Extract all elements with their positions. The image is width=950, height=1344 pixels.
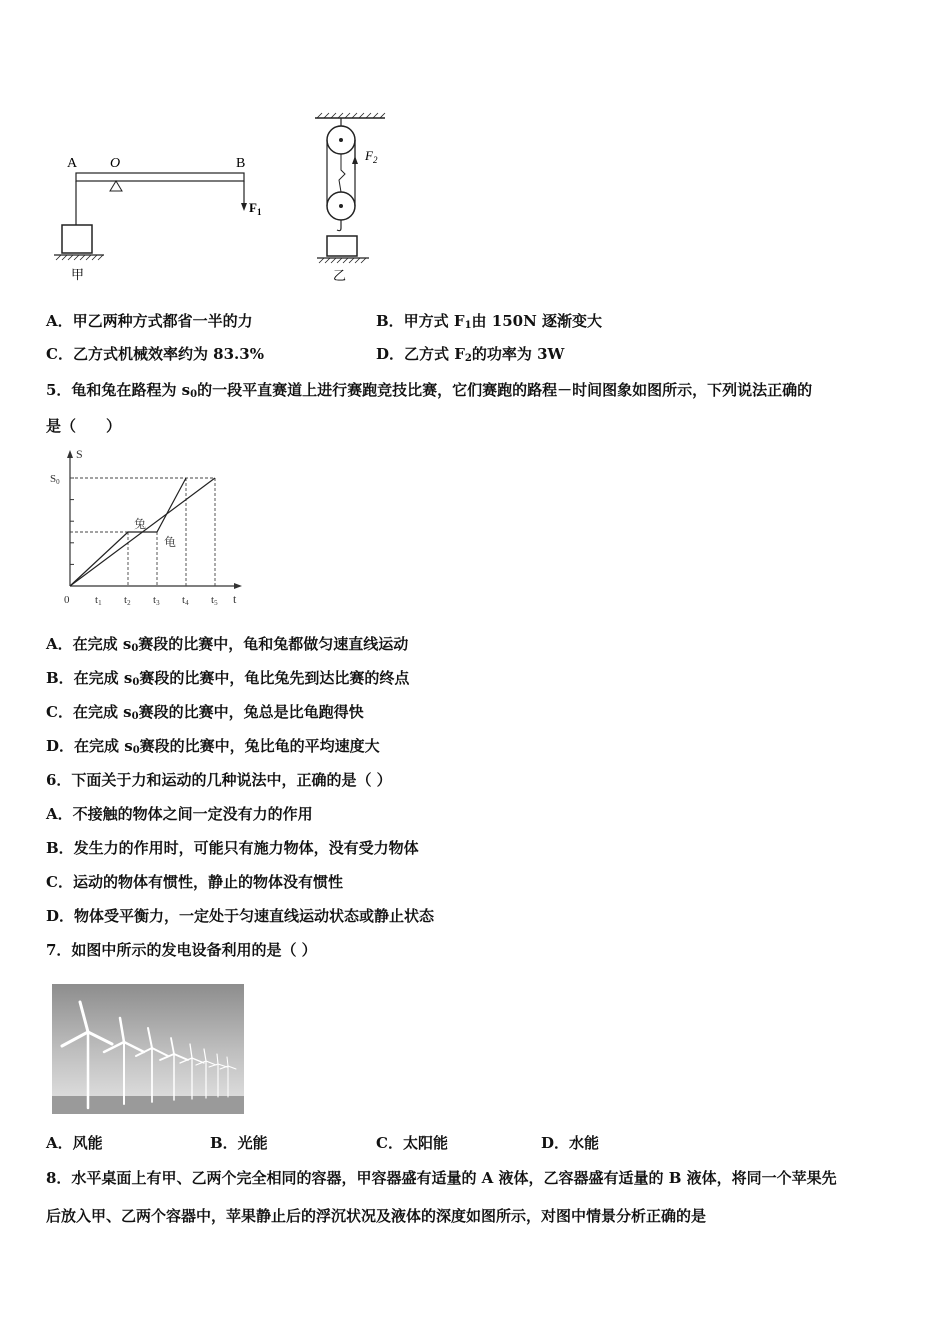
series-label-rabbit: 兔 [134,517,147,531]
x-tick-label: t3 [153,594,160,607]
y-axis-label: S [76,447,83,461]
q5-stem: 5．龟和兔在路程为 $s_0$的一段平直赛道上进行赛跑竞技比赛，它们赛跑的路程－时间图象如图所示，下列说法正确的 [46,381,813,400]
lever-beam [76,173,244,181]
q7-option-b[interactable]: B．光能 [210,1134,268,1152]
label-O: O [110,156,121,171]
pulley-figure-yi [305,108,405,288]
q4-option-c[interactable]: C．乙方式机械效率约为 83.3% [46,345,264,363]
svg-text:F2: $F_2$ [365,148,378,165]
q6-option-d[interactable]: D．物体受平衡力，一定处于匀速直线运动状态或静止状态 [46,907,435,925]
label-B: B [236,156,246,171]
q5-option-c[interactable]: C．在完成 $s_0$赛段的比赛中，兔总是比龟跑得快 [46,703,364,722]
q5-option-a[interactable]: A．在完成 $s_0$赛段的比赛中，龟和兔都做匀速直线运动 [46,635,409,654]
q7-stem: 7．如图中所示的发电设备利用的是（ ） [46,941,317,959]
series-label-turtle: 龟 [164,535,177,549]
x-axis-arrow [234,583,242,589]
q4-option-a[interactable]: A．甲乙两种方式都省一半的力 [46,312,253,330]
q8-stem-line2: 后放入甲、乙两个容器中，苹果静止后的浮沉状况及液体的深度如图所示，对图中情景分析正确的是 [46,1207,707,1225]
f1-arrow [241,203,247,211]
caption-jia: 甲 [71,267,85,282]
x-axis-label: t [233,592,237,606]
q7-option-d[interactable]: D．水能 [541,1134,600,1152]
lever-figure-jia [40,145,280,285]
x-tick-label: 0 [64,594,70,606]
q5-option-b[interactable]: B．在完成 $s_0$赛段的比赛中，龟比兔先到达比赛的终点 [46,669,410,688]
label-A: A [67,156,78,171]
q6-stem: 6．下面关于力和运动的几种说法中，正确的是（ ） [46,771,392,789]
q7-option-a[interactable]: A．风能 [46,1134,103,1152]
f2-arrow [352,156,358,164]
label-F1: F [249,200,257,215]
q7-option-c[interactable]: C．太阳能 [376,1134,448,1152]
x-tick-label: t4 [182,594,189,607]
q6-option-b[interactable]: B．发生力的作用时，可能只有施力物体，没有受力物体 [46,839,419,857]
svg-text:F1: $F_1$ [249,200,262,217]
x-tick-label: t1 [95,594,102,607]
x-tick-label: t5 [211,594,218,607]
q4-option-b[interactable]: B．甲方式 $F_1$由 150N 逐渐变大 [376,312,602,331]
y-tick-label-s0: S0 [50,473,60,486]
q4-option-d[interactable]: D．乙方式 $F_2$的功率为 3W [376,345,565,364]
q6-option-c[interactable]: C．运动的物体有惯性，静止的物体没有惯性 [46,873,343,891]
q5-stem-line2: 是（ ） [46,417,122,435]
fulcrum [110,181,122,191]
q5-option-d[interactable]: D．在完成 $s_0$赛段的比赛中，兔比龟的平均速度大 [46,737,380,756]
wind-turbine-photo [52,984,244,1114]
caption-yi: 乙 [333,268,347,283]
pulley-weight [327,236,357,256]
q8-stem: 8．水平桌面上有甲、乙两个完全相同的容器，甲容器盛有适量的 A 液体，乙容器盛有适量的 B 液体，将同一个苹果先 [46,1169,837,1187]
x-tick-label: t2 [124,594,131,607]
y-axis-arrow [67,450,73,458]
s-t-graph [48,446,258,616]
label-F2: F [365,148,373,163]
q6-option-a[interactable]: A．不接触的物体之间一定没有力的作用 [46,805,313,823]
weight-box [62,225,92,253]
